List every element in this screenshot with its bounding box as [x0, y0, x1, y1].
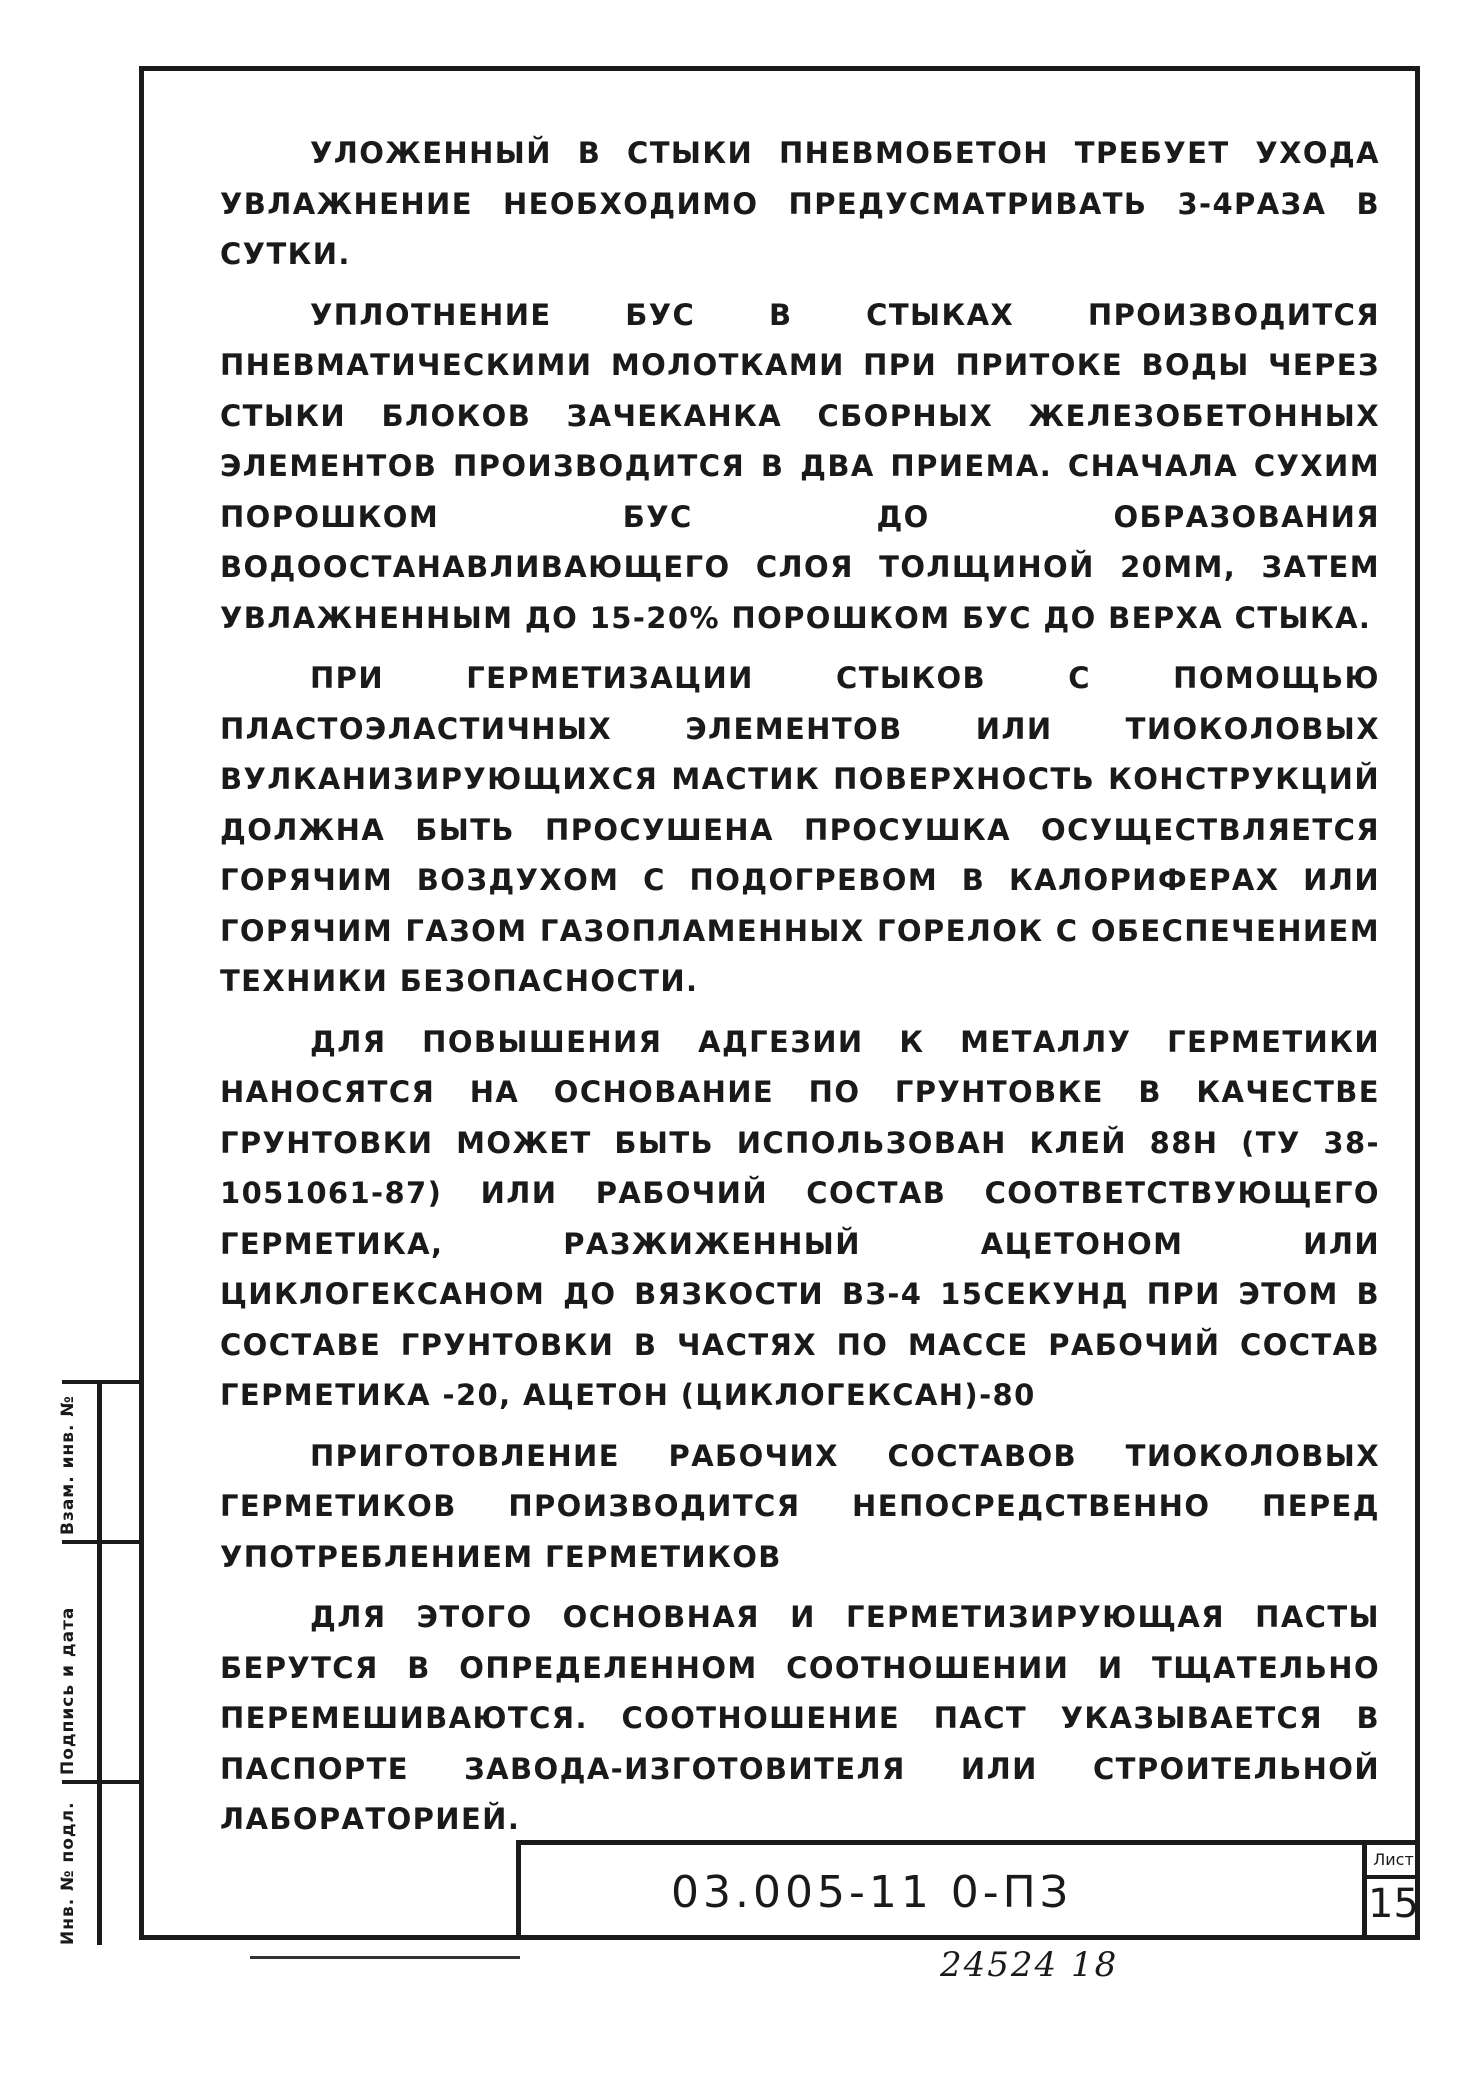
document-body: [220, 128, 1380, 1855]
stamp-vzam-inv: Взам. инв. №: [58, 1395, 78, 1535]
paragraph-compaction: УПЛОТНЕНИЕ БУС В СТЫКАХ ПРОИЗВОДИТСЯ ПНЕВМАТИЧЕСКИМИ МОЛОТКАМИ ПРИ ПРИТОКЕ ВОДЫ ЧЕРЕЗ СТЫКИ БЛОКОВ ЗАЧЕКАНКА СБОРНЫХ ЖЕЛЕЗОБЕТОННЫХ ЭЛЕМЕНТОВ ПРОИЗВОДИТСЯ В ДВА ПРИЕМА. СНАЧАЛА СУХИМ ПОРОШКОМ БУС ДО ОБРАЗОВАНИЯ ВОДООСТАНАВЛИВАЮЩЕГО СЛОЯ ТОЛЩИНОЙ 20ММ, ЗАТЕМ УВЛАЖНЕННЫМ ДО 15-20% ПОРОШКОМ БУС ДО ВЕРХА СТЫКА.: [220, 297, 1380, 635]
archive-number: 24524 18: [940, 1945, 1119, 1985]
sheet-cell: [1362, 1845, 1420, 1940]
document-code: 03.005-11 0-ПЗ: [671, 1867, 1072, 1918]
sheet-label: Лист: [1367, 1845, 1420, 1879]
paragraph-curing: УЛОЖЕННЫЙ В СТЫКИ ПНЕВМОБЕТОН ТРЕБУЕТ УХОДА УВЛАЖНЕНИЕ НЕОБХОДИМО ПРЕДУСМАТРИВАТЬ 3-4РАЗА В СУТКИ.: [220, 136, 1380, 271]
paragraph-mixing: ДЛЯ ЭТОГО ОСНОВНАЯ И ГЕРМЕТИЗИРУЮЩАЯ ПАСТЫ БЕРУТСЯ В ОПРЕДЕЛЕННОМ СООТНОШЕНИИ И ТЩАТЕЛЬНО ПЕРЕМЕШИВАЮТСЯ. СООТНОШЕНИЕ ПАСТ УКАЗЫВАЕТСЯ В ПАСПОРТЕ ЗАВОДА-ИЗГОТОВИТЕЛЯ ИЛИ СТРОИТЕЛЬНОЙ ЛАБОРАТОРИЕЙ.: [220, 1600, 1380, 1836]
title-block: [516, 1840, 1420, 1940]
paragraph-preparation: ПРИГОТОВЛЕНИЕ РАБОЧИХ СОСТАВОВ ТИОКОЛОВЫХ ГЕРМЕТИКОВ ПРОИЗВОДИТСЯ НЕПОСРЕДСТВЕННО ПЕРЕД УПОТРЕБЛЕНИЕМ ГЕРМЕТИКОВ: [220, 1438, 1380, 1574]
stamp-inv-podl: Инв. № подл.: [58, 1801, 78, 1945]
stamp-rule: [97, 1380, 102, 1945]
paragraph-primer: ДЛЯ ПОВЫШЕНИЯ АДГЕЗИИ К МЕТАЛЛУ ГЕРМЕТИКИ НАНОСЯТСЯ НА ОСНОВАНИЕ ПО ГРУНТОВКЕ В КАЧЕСТВЕ ГРУНТОВКИ МОЖЕТ БЫТЬ ИСПОЛЬЗОВАН КЛЕЙ 88Н (ТУ 38-1051061-87) ИЛИ РАБОЧИЙ СОСТАВ СООТВЕТСТВУЮЩЕГО ГЕРМЕТИКА, РАЗЖИЖЕННЫЙ АЦЕТОНОМ ИЛИ ЦИКЛОГЕКСАНОМ ДО ВЯЗКОСТИ ВЗ-4 15СЕКУНД ПРИ ЭТОМ В СОСТАВЕ ГРУНТОВКИ В ЧАСТЯХ ПО МАССЕ РАБОЧИЙ СОСТАВ ГЕРМЕТИКА -20, АЦЕТОН (ЦИКЛОГЕКСАН)-80: [220, 1024, 1380, 1412]
footer-rule: [250, 1956, 520, 1959]
paragraph-sealing: ПРИ ГЕРМЕТИЗАЦИИ СТЫКОВ С ПОМОЩЬЮ ПЛАСТОЭЛАСТИЧНЫХ ЭЛЕМЕНТОВ ИЛИ ТИОКОЛОВЫХ ВУЛКАНИЗИРУЮЩИХСЯ МАСТИК ПОВЕРХНОСТЬ КОНСТРУКЦИЙ ДОЛЖНА БЫТЬ ПРОСУШЕНА ПРОСУШКА ОСУЩЕСТВЛЯЕТСЯ ГОРЯЧИМ ВОЗДУХОМ С ПОДОГРЕВОМ В КАЛОРИФЕРАХ ИЛИ ГОРЯЧИМ ГАЗОМ ГАЗОПЛАМЕННЫХ ГОРЕЛОК С ОБЕСПЕЧЕНИЕМ ТЕХНИКИ БЕЗОПАСНОСТИ.: [220, 661, 1380, 998]
margin-stamp: [58, 1385, 94, 1945]
sheet-number: 15: [1368, 1881, 1419, 1927]
stamp-podpis-data: Подпись и дата: [58, 1606, 78, 1775]
